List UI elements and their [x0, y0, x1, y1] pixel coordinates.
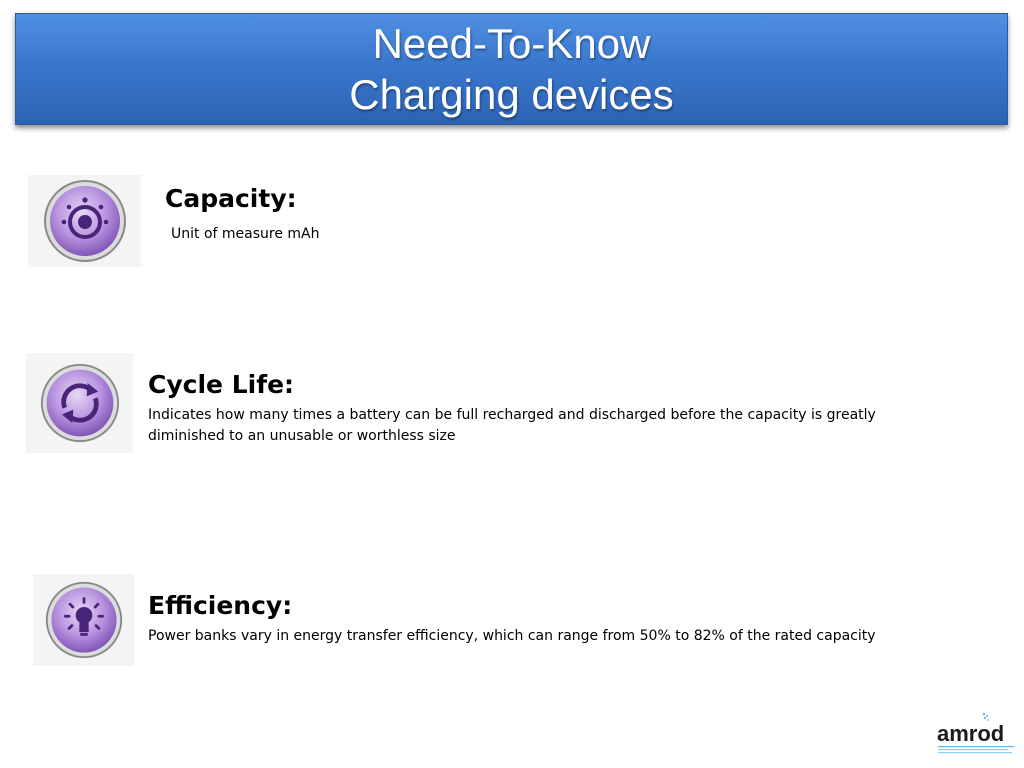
- efficiency-icon-box: [33, 574, 134, 666]
- cycle-life-description: Indicates how many times a battery can be full recharged and discharged before the capacity is greatly diminished to an unusable or worthless size: [148, 407, 876, 444]
- target-settings-icon: [42, 178, 128, 264]
- slide-title-line-1: Need-To-Know: [372, 20, 651, 67]
- svg-text:amrod: amrod: [937, 721, 1005, 746]
- slide-title-line-2: Charging devices: [349, 71, 674, 118]
- cycle-life-icon-box: [26, 353, 133, 453]
- efficiency-heading: Efficiency:: [148, 591, 293, 620]
- cycle-life-heading: Cycle Life:: [148, 370, 295, 399]
- capacity-icon-box: [28, 175, 141, 267]
- capacity-heading: Capacity:: [165, 184, 297, 213]
- title-banner: [15, 13, 1008, 125]
- amrod-logo: [932, 710, 1020, 760]
- efficiency-description: Power banks vary in energy transfer efficiency, which can range from 50% to 82% of the rated capacity: [148, 628, 876, 644]
- lightbulb-icon: [44, 580, 124, 660]
- capacity-description: Unit of measure mAh: [171, 226, 320, 242]
- cycle-arrows-icon: [39, 362, 121, 444]
